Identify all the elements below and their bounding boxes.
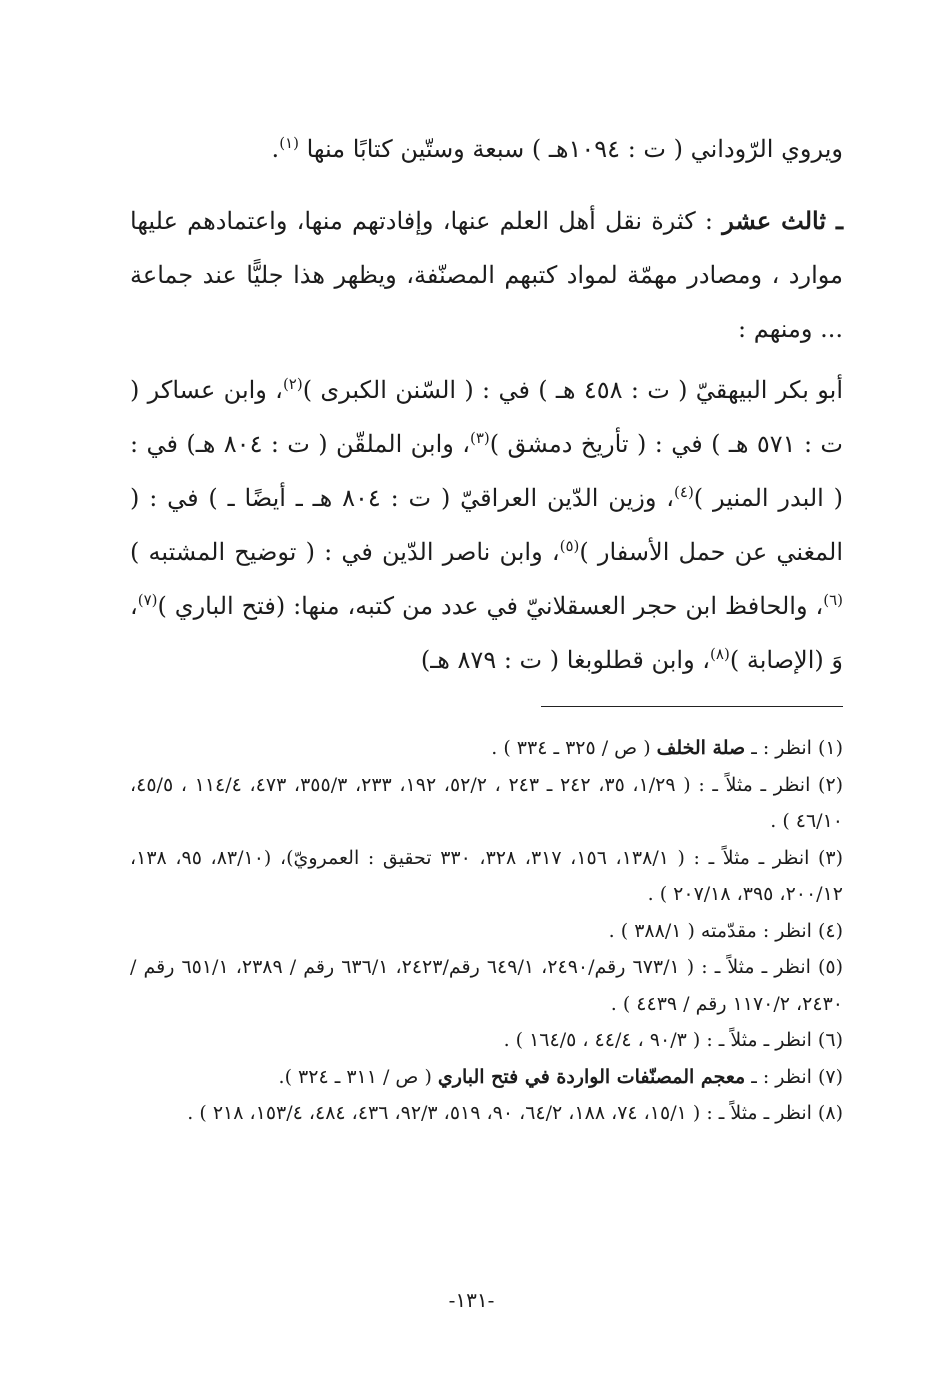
section-heading: ـ ثالث عشر bbox=[722, 206, 843, 235]
scholar-iraqi: ، وزين الدّين العراقيّ ( ت : ٨٠٤ هـ ـ أيضًا ـ ) في : ( المغني عن حمل الأسفار ) bbox=[130, 484, 843, 566]
scholar-qutlubugha: ، وابن قطلوبغا ( ت : ٨٧٩ هـ) bbox=[420, 646, 711, 674]
footnote-ref: (٨) bbox=[710, 645, 730, 663]
footnote-ref: (٥) bbox=[559, 537, 580, 555]
footnote-text: ( ص / ٣١١ ـ ٣٢٤ ). bbox=[278, 1065, 432, 1088]
footnote-divider bbox=[541, 706, 843, 707]
paragraph-rudani bbox=[130, 126, 843, 172]
scholar-ibn-hajar: ، والحافظ ابن حجر العسقلانيّ في عدد من كتبه، منها: (فتح الباري ) bbox=[157, 592, 824, 620]
footnote-text: (٧) انظر : ـ bbox=[751, 1065, 843, 1088]
footnote-ref: (٦) bbox=[823, 591, 843, 609]
footnote-ref: (٢) bbox=[282, 375, 303, 393]
footnote-ref: (٤) bbox=[674, 483, 694, 501]
footnote-4: (٤) انظر : مقدّمته ( ٣٨٨/١ ) . bbox=[608, 919, 843, 942]
footnote-7 bbox=[130, 1059, 843, 1096]
footnote-ref: (٧) bbox=[137, 591, 158, 609]
scholar-ibn-nasir: ، وابن ناصر الدّين في : ( توضيح المشتبه ) bbox=[130, 538, 560, 566]
footnote-book-title: معجم المصنّفات الواردة في فتح الباري bbox=[437, 1065, 746, 1088]
paragraph-text: ويروي الرّوداني ( ت : ١٠٩٤هـ ) سبعة وستّين كتابًا منها bbox=[306, 135, 843, 163]
footnote-2: (٢) انظر ـ مثلاً ـ : ( ١/٢٩، ٣٥، ٢٤٢ ـ ٢٤٣ ، ٥٢/٢، ١٩٢، ٢٣٣، ٣٥٥/٣، ٤٧٣، ١١٤/٤ ، ٤٥/٥، ٤٦/١٠ ) . bbox=[130, 773, 844, 832]
paragraph-thirteenth bbox=[130, 194, 843, 356]
footnote-book-title: صلة الخلف bbox=[656, 737, 746, 759]
page-number: -١٣١- bbox=[448, 1288, 495, 1312]
scholar-ibn-mulaqqin: ، وابن الملقّن ( ت : ٨٠٤ هـ) في : ( البدر المنير ) bbox=[130, 430, 844, 512]
footnote-3: (٣) انظر ـ مثلاً ـ : ( ١٣٨/١، ١٥٦، ٣١٧، ٣٢٨، ٣٣٠ تحقيق : العمرويّ)، (٨٣/١٠، ٩٥، ١٣٨، ٢٠٠/١٢، ٣٩٥، ٢٠٧/١٨ ) . bbox=[130, 846, 844, 905]
paragraph-end: . bbox=[271, 135, 280, 163]
paragraph-scholars bbox=[130, 363, 843, 687]
footnote-6: (٦) انظر ـ مثلاً ـ : ( ٩٠/٣ ، ٤٤/٤ ، ١٦٤/٥ ) . bbox=[503, 1029, 843, 1051]
scholar-isaba: ، وَ (الإصابة ) bbox=[130, 592, 843, 674]
paragraph-text: : كثرة نقل أهل العلم عنها، وإفادتهم منها، واعتمادهم عليها موارد ، ومصادر مهمّة لمواد كتبهم المصنّفة، ويظهر هذا جليًّا عند جماعة ... ومنهم : bbox=[130, 207, 843, 343]
scholar-bayhaqi: أبو بكر البيهقيّ ( ت : ٤٥٨ هـ ) في : ( السّنن الكبرى ) bbox=[302, 376, 843, 404]
footnote-ref: (١) bbox=[279, 134, 299, 152]
footnote-8: (٨) انظر ـ مثلاً ـ : ( ١٥/١، ٧٤، ١٨٨، ٦٤/٢، ٩٠، ٥١٩، ٩٢/٣، ٤٣٦، ٤٨٤، ١٥٣/٤، ٢١٨ ) . bbox=[187, 1102, 843, 1124]
footnote-text: ( ص / ٣٢٥ ـ ٣٣٤ ) . bbox=[491, 737, 651, 759]
footnote-ref: (٣) bbox=[469, 429, 490, 447]
footnote-text: (١) انظر : ـ bbox=[751, 737, 843, 759]
scholar-ibn-asakir: ، وابن عساكر ( ت : ٥٧١ هـ ) في : ( تأريخ دمشق ) bbox=[130, 376, 844, 458]
footnotes bbox=[130, 730, 843, 1132]
footnote-1 bbox=[130, 730, 843, 767]
footnote-5: (٥) انظر ـ مثلاً ـ : ( ٦٧٣/١ رقم/٢٤٩٠، ٦٤٩/١ رقم/٢٤٢٣، ٦٣٦/١ رقم / ٢٣٨٩، ٦٥١/١ رقم / ٢٤٣٠، ١١٧٠/٢ رقم / ٤٤٣٩ ) . bbox=[130, 956, 844, 1015]
